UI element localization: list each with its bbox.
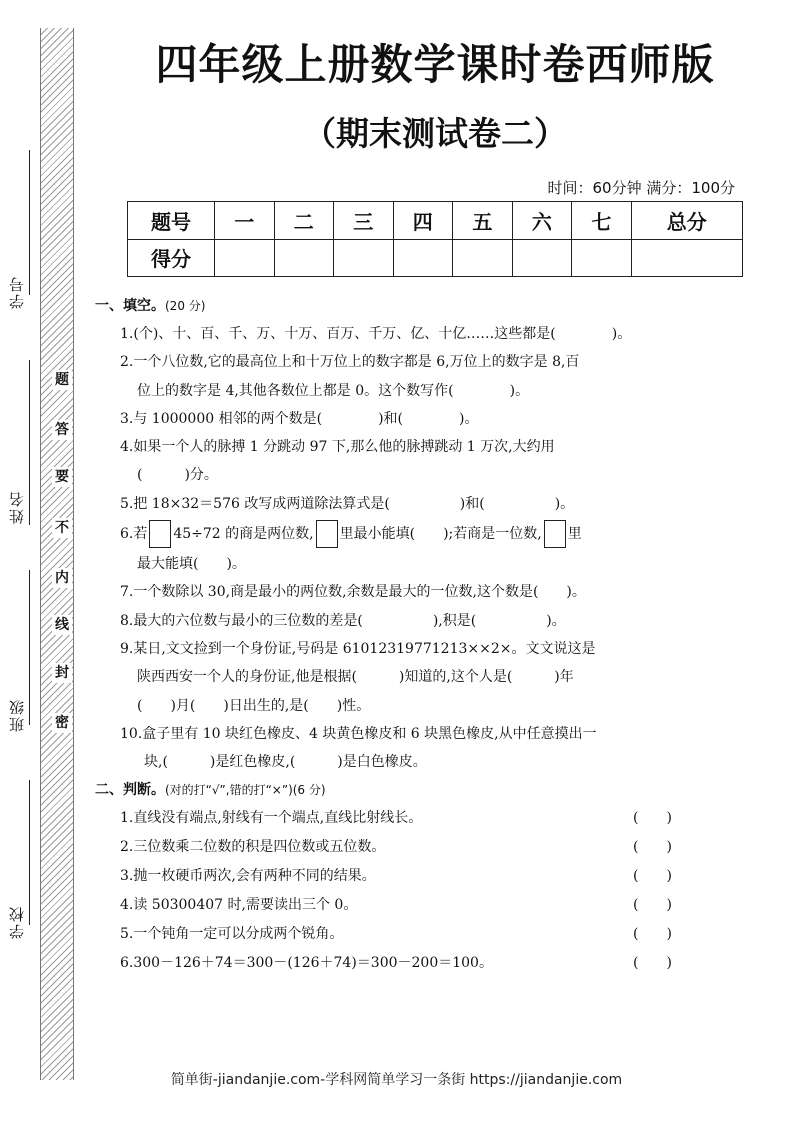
- answer-box[interactable]: [149, 520, 171, 548]
- answer-box[interactable]: [316, 520, 338, 548]
- score-header-cell: 三: [334, 202, 394, 240]
- question-2: 2.一个八位数,它的最高位上和十万位上的数字都是 6,万位上的数字是 8,百 位上的数字是 4,其他各数位上都是 0。这个数写作( )。: [120, 354, 580, 399]
- answer-paren[interactable]: ( ): [633, 810, 672, 827]
- question-7: 7.一个数除以 30,商是最小的两位数,余数是最大的一位数,这个数是( )。: [120, 584, 586, 601]
- question-6: 6.若 45÷72 的商是两位数, 里最小能填( );若商是一位数, 里 最大能填( )。: [95, 518, 695, 578]
- score-header-cell: 七: [572, 202, 632, 240]
- answer-paren[interactable]: ( ): [633, 868, 672, 885]
- class-line: [29, 570, 30, 725]
- school-line: [29, 780, 30, 925]
- answer-box[interactable]: [544, 520, 566, 548]
- score-table-header-row: [128, 202, 743, 240]
- answer-paren[interactable]: ( ): [633, 926, 672, 943]
- score-header-cell: 总分: [631, 202, 742, 240]
- judgment-item: 2.三位数乘二位数的积是四位数或五位数。 ( ): [95, 833, 695, 862]
- binding-margin: [0, 0, 100, 1122]
- seal-char: 密: [52, 713, 72, 733]
- page-title: 四年级上册数学课时卷西师版: [155, 40, 715, 89]
- question-5: 5.把 18×32＝576 改写成两道除法算式是( )和( )。: [120, 495, 575, 512]
- question-4: 4.如果一个人的脉搏 1 分跳动 97 下,那么他的脉搏跳动 1 万次,大约用 ( )分。: [120, 439, 555, 484]
- student-id-line: [29, 150, 30, 295]
- question-content: [95, 292, 695, 978]
- question-1: 1.(个)、十、百、千、万、十万、百万、千万、亿、十亿……这些都是( )。: [120, 326, 632, 342]
- judgment-item: 3.抛一枚硬币两次,会有两种不同的结果。 ( ): [95, 862, 695, 891]
- score-cell[interactable]: [512, 239, 572, 277]
- section2-heading: 二、判断。(对的打“√”,错的打“×”)(6 分): [95, 782, 326, 799]
- answer-paren[interactable]: ( ): [633, 897, 672, 914]
- page-subtitle: （期末测试卷二）: [303, 114, 567, 153]
- section1-points: (20 分): [165, 299, 206, 313]
- name-line: [29, 360, 30, 525]
- score-header-cell: 一: [215, 202, 275, 240]
- score-cell[interactable]: [274, 239, 334, 277]
- score-header-cell: 四: [393, 202, 453, 240]
- score-row-label: 得分: [128, 239, 215, 277]
- score-cell[interactable]: [215, 239, 275, 277]
- score-header-cell: 题号: [128, 202, 215, 240]
- seal-char: 不: [52, 518, 72, 538]
- name-label: 姓名: [8, 490, 26, 524]
- score-table: [127, 201, 743, 277]
- student-id-label: 学号: [8, 275, 26, 309]
- section1-heading: 一、填空。(20 分): [95, 298, 206, 314]
- question-9: 9.某日,文文捡到一个身份证,号码是 61012319771213××2×。文文说这是 陕西西安一个人的身份证,他是根据( )知道的,这个人是( )年 ( )月( )日出生的,是( )性。: [120, 640, 596, 714]
- score-cell[interactable]: [631, 239, 742, 277]
- judgment-item: 1.直线没有端点,射线有一个端点,直线比射线长。 ( ): [95, 804, 695, 833]
- footer-watermark: 简单街-jiandanjie.com-学科网简单学习一条街 https://jiandanjie.com: [170, 1072, 623, 1088]
- school-label: 学校: [8, 905, 26, 939]
- score-cell[interactable]: [572, 239, 632, 277]
- seal-char: 内: [52, 568, 72, 588]
- seal-char: 题: [52, 370, 72, 390]
- score-cell[interactable]: [393, 239, 453, 277]
- judgment-item: 4.读 50300407 时,需要读出三个 0。 ( ): [95, 891, 695, 920]
- question-10: 10.盒子里有 10 块红色橡皮、4 块黄色橡皮和 6 块黑色橡皮,从中任意摸出一 块,( )是红色橡皮,( )是白色橡皮。: [120, 725, 597, 771]
- score-header-cell: 二: [274, 202, 334, 240]
- judgment-item: 5.一个钝角一定可以分成两个锐角。 ( ): [95, 920, 695, 949]
- question-3: 3.与 1000000 相邻的两个数是( )和( )。: [120, 410, 479, 427]
- question-8: 8.最大的六位数与最小的三位数的差是( ),积是( )。: [120, 612, 566, 629]
- score-header-cell: 五: [453, 202, 513, 240]
- score-header-cell: 六: [512, 202, 572, 240]
- seal-char: 要: [52, 467, 72, 487]
- answer-paren[interactable]: ( ): [633, 955, 672, 972]
- binding-strip: [40, 28, 74, 1080]
- class-label: 班级: [8, 698, 26, 732]
- score-cell[interactable]: [334, 239, 394, 277]
- judgment-item: 6.300－126＋74＝300－(126＋74)＝300－200＝100。 ( ): [95, 949, 695, 978]
- exam-meta: 时间：60分钟 满分：100分: [547, 179, 735, 197]
- seal-char: 线: [52, 615, 72, 635]
- section2-note: (对的打“√”,错的打“×”)(6 分): [165, 783, 326, 798]
- score-table-score-row: [128, 239, 743, 277]
- seal-char: 答: [52, 420, 72, 440]
- seal-char: 封: [52, 663, 72, 683]
- answer-paren[interactable]: ( ): [633, 839, 672, 856]
- score-cell[interactable]: [453, 239, 513, 277]
